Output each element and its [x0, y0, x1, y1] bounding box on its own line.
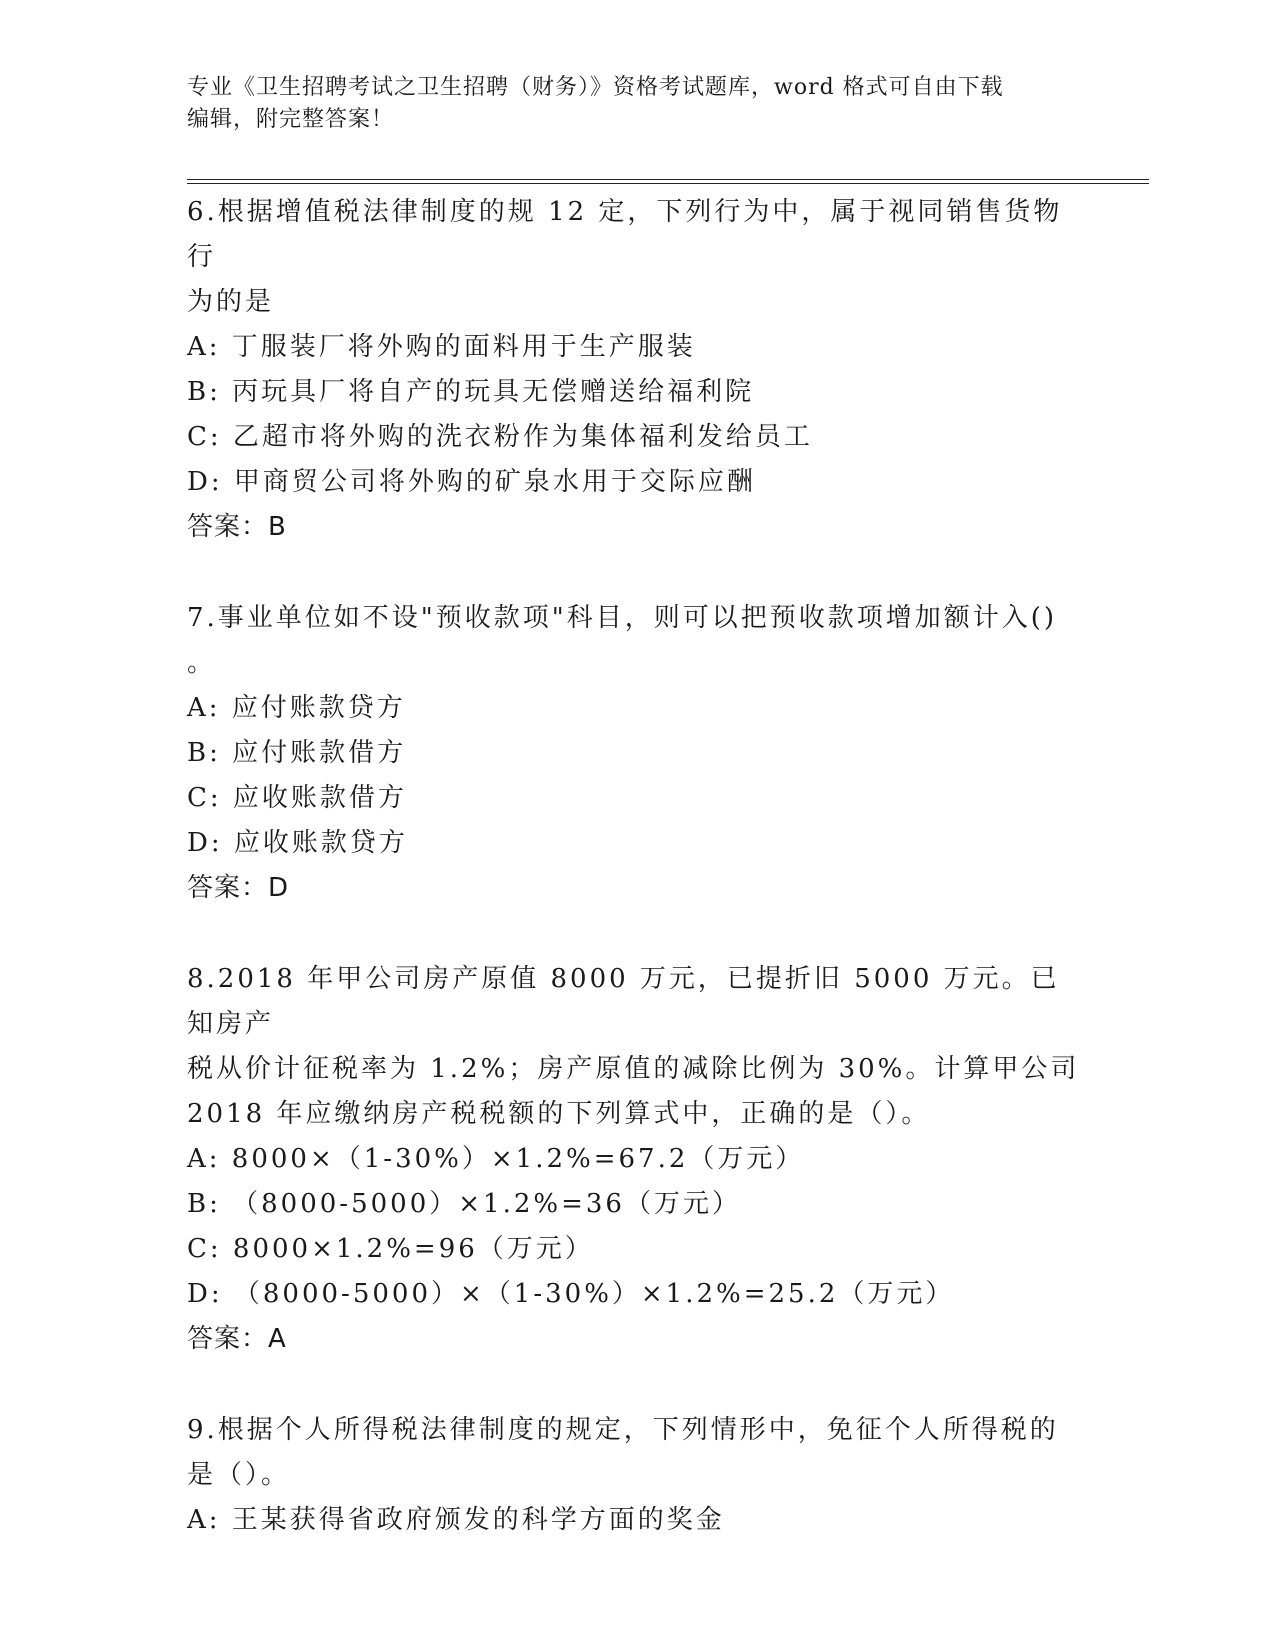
question-text: 6.根据增值税法律制度的规 12 定，下列行为中，属于视同销售货物行: [187, 197, 1063, 272]
option-a: A: 丁服装厂将外购的面料用于生产服装: [187, 332, 696, 362]
document-header: [187, 72, 1087, 136]
question-text: 税从价计征税率为 1.2%；房产原值的减除比例为 30%。计算甲公司: [187, 1054, 1080, 1084]
answer: 答案：B: [187, 512, 287, 542]
option-a: A: 8000×（1-30%）×1.2%=67.2（万元）: [187, 1144, 805, 1174]
header-divider-bottom: [187, 183, 1149, 184]
question-8: [187, 957, 1087, 1362]
question-text: 为的是: [187, 287, 275, 317]
option-d: D: 应收账款贷方: [187, 828, 408, 858]
option-b: B: 丙玩具厂将自产的玩具无偿赠送给福利院: [187, 377, 755, 407]
option-d: D: （8000-5000）×（1-30%）×1.2%=25.2（万元）: [187, 1279, 955, 1309]
question-6: [187, 190, 1087, 550]
option-c: C: 8000×1.2%=96（万元）: [187, 1234, 594, 1264]
header-line-2: 编辑，附完整答案！: [187, 107, 395, 132]
option-b: B: （8000-5000）×1.2%=36（万元）: [187, 1189, 741, 1219]
question-7: [187, 596, 1087, 911]
answer: 答案：A: [187, 1324, 287, 1354]
question-text: 。: [187, 648, 217, 678]
option-d: D: 甲商贸公司将外购的矿泉水用于交际应酬: [187, 467, 756, 497]
option-b: B: 应付账款借方: [187, 738, 407, 768]
option-a: A: 王某获得省政府颁发的科学方面的奖金: [187, 1505, 725, 1535]
question-text: 9.根据个人所得税法律制度的规定，下列情形中，免征个人所得税的: [187, 1415, 1059, 1445]
question-list: [187, 190, 1087, 1543]
question-text: 2018 年应缴纳房产税税额的下列算式中，正确的是（）。: [187, 1099, 931, 1129]
option-c: C: 乙超市将外购的洗衣粉作为集体福利发给员工: [187, 422, 813, 452]
question-text: 8.2018 年甲公司房产原值 8000 万元，已提折旧 5000 万元。已知房产: [187, 964, 1060, 1039]
question-text: 7.事业单位如不设"预收款项"科目，则可以把预收款项增加额计入(): [187, 603, 1058, 633]
header-divider-top: [187, 179, 1149, 180]
option-c: C: 应收账款借方: [187, 783, 407, 813]
answer: 答案：D: [187, 873, 290, 903]
question-text: 是（）。: [187, 1460, 291, 1490]
question-9: [187, 1408, 1087, 1543]
header-line-1: 专业《卫生招聘考试之卫生招聘（财务）》资格考试题库，word 格式可自由下载: [187, 75, 1004, 100]
option-a: A: 应付账款贷方: [187, 693, 406, 723]
